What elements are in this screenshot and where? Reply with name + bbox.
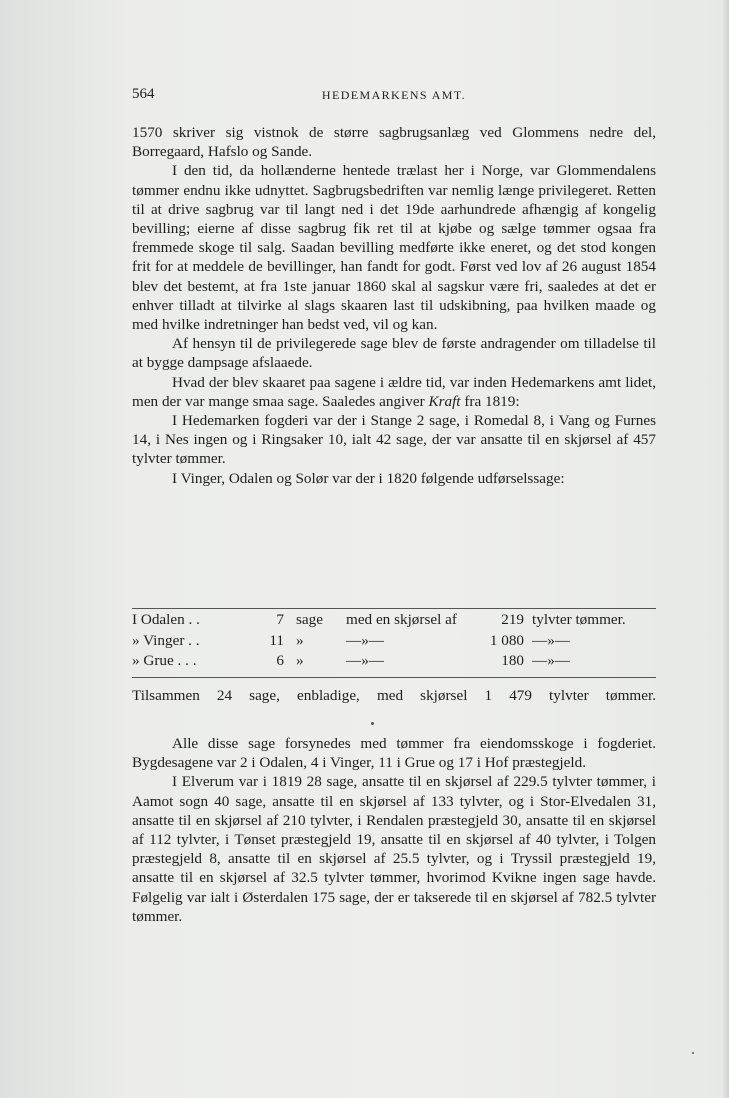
row-amount: 219 xyxy=(501,611,524,628)
paragraph-4 xyxy=(132,373,656,411)
paragraph-5: I Hedemarken fogderi var der i Stange 2 sage, i Romedal 8, i Vang og Furnes 14, i Nes ingen og i Ringsaker 10, ialt 42 sage, der var ansatte til en skjørsel af 457 tylvter tømmer. xyxy=(132,412,656,468)
row-med: —»— xyxy=(346,631,384,649)
row-unit: tylvter tømmer. xyxy=(532,611,626,628)
row-sage: » xyxy=(296,652,304,669)
body-text-continued xyxy=(132,734,656,926)
table-rule-top xyxy=(132,608,656,609)
paragraph-1: 1570 skriver sig vistnok de større sagbrugsanlæg ved Glommens nedre del, Borregaard, Hafslo og Sande. xyxy=(132,124,656,161)
page-number: 564 xyxy=(132,86,155,102)
ink-speck xyxy=(692,1052,694,1054)
row-name: » Grue . . . xyxy=(132,652,197,669)
row-med: —»— xyxy=(346,652,384,669)
row-count: 6 xyxy=(276,652,284,669)
row-unit: —»— xyxy=(532,652,570,669)
row-name: » Vinger . . xyxy=(132,631,200,649)
paragraph-8: I Elverum var i 1819 28 sage, ansatte til en skjørsel af 229.5 tylvter tømmer, i Aamot sogn 40 sage, ansatte til en skjørsel af 133 tylvter, og i Stor-Elvedalen 31, ansatte til en skjørsel af 210 tylvter, i Rendalen præstegjeld 30, ansatte til en skjørsel af 112 tylvter, i Tønset præstegjeld 19, ansatte til en skjørsel af 40 tylvter, i Tolgen præstegjeld 8, ansatte til en skjørsel af 25.5 tylvter, og i Tryssil præstegjeld 19, ansatte til en skjørsel af 32.5 tylvter tømmer, hvorimod Kvikne ingen sage havde. Følgelig var ialt i Østerdalen 175 sage, der er takserede til en skjørsel af 782.5 tylvter tømmer. xyxy=(132,773,656,925)
row-med: med en skjørsel af xyxy=(346,611,457,628)
author-name-kraft: Kraft xyxy=(428,392,461,410)
paragraph-2: I den tid, da hollænderne hentede trælast her i Norge, var Glommendalens tømmer endnu ikke udnyttet. Sagbrugsbedriften var nemlig længe privilegeret. Retten til at drive sagbrug var til langt ned i det 19de aarhundrede afhængig af kongelig bevilling; eierne af disse sagbrug fik ret til at kjøbe og sælge tømmer ogsaa fra fremmede skoge til salg. Saadan bevilling medførte ikke eneret, og det stod kongen frit for at meddele de bevillinger, han fandt for godt. Først ved lov af 26 august 1854 blev det bestemt, at fra 1ste januar 1860 skal al sagskur være fri, saaledes at det er enhver tilladt at tilvirke al slags skaaren last til udskibning, paa hvilken maade og med hvilke indretninger han bedst ved, vil og kan. xyxy=(132,162,656,334)
page-header xyxy=(132,86,656,106)
row-sage: sage xyxy=(296,611,323,628)
row-count: 7 xyxy=(276,611,284,628)
row-sage: » xyxy=(296,631,304,649)
row-amount: 180 xyxy=(501,652,524,669)
paragraph-6: I Vinger, Odalen og Solør var der i 1820 følgende udførselssage: xyxy=(172,469,565,487)
row-unit: —»— xyxy=(532,631,570,649)
running-title: HEDEMARKENS AMT. xyxy=(321,88,467,102)
ink-speck xyxy=(371,722,374,725)
row-count: 11 xyxy=(269,631,284,649)
paragraph-3: Af hensyn til de privilegerede sage blev de første andragender om tilladelse til at bygge dampsage afslaaede. xyxy=(132,335,656,372)
sawmill-table xyxy=(132,608,656,704)
body-text xyxy=(132,123,656,488)
table-row-grue xyxy=(132,651,656,672)
paragraph-4-text-a: Hvad der blev skaaret paa sagene i ældre tid, var inden Hedemarkens amt lidet, men der var mange smaa sage. Saaledes angiver xyxy=(132,373,656,410)
table-total: Tilsammen 24 sage, enbladige, med skjørsel 1 479 tylvter tømmer. xyxy=(132,687,656,704)
table-row-odalen xyxy=(132,610,656,631)
table-row-vinger xyxy=(132,631,656,652)
row-amount: 1 080 xyxy=(489,631,524,649)
paragraph-4-text-b: fra 1819: xyxy=(464,392,520,410)
row-name: I Odalen . . xyxy=(132,611,200,628)
paragraph-7: Alle disse sage forsynedes med tømmer fra eiendomsskoge i fogderiet. Bygdesagene var 2 i Odalen, 4 i Vinger, 11 i Grue og 17 i Hof præstegjeld. xyxy=(132,735,656,772)
table-rule-bottom xyxy=(132,677,656,678)
